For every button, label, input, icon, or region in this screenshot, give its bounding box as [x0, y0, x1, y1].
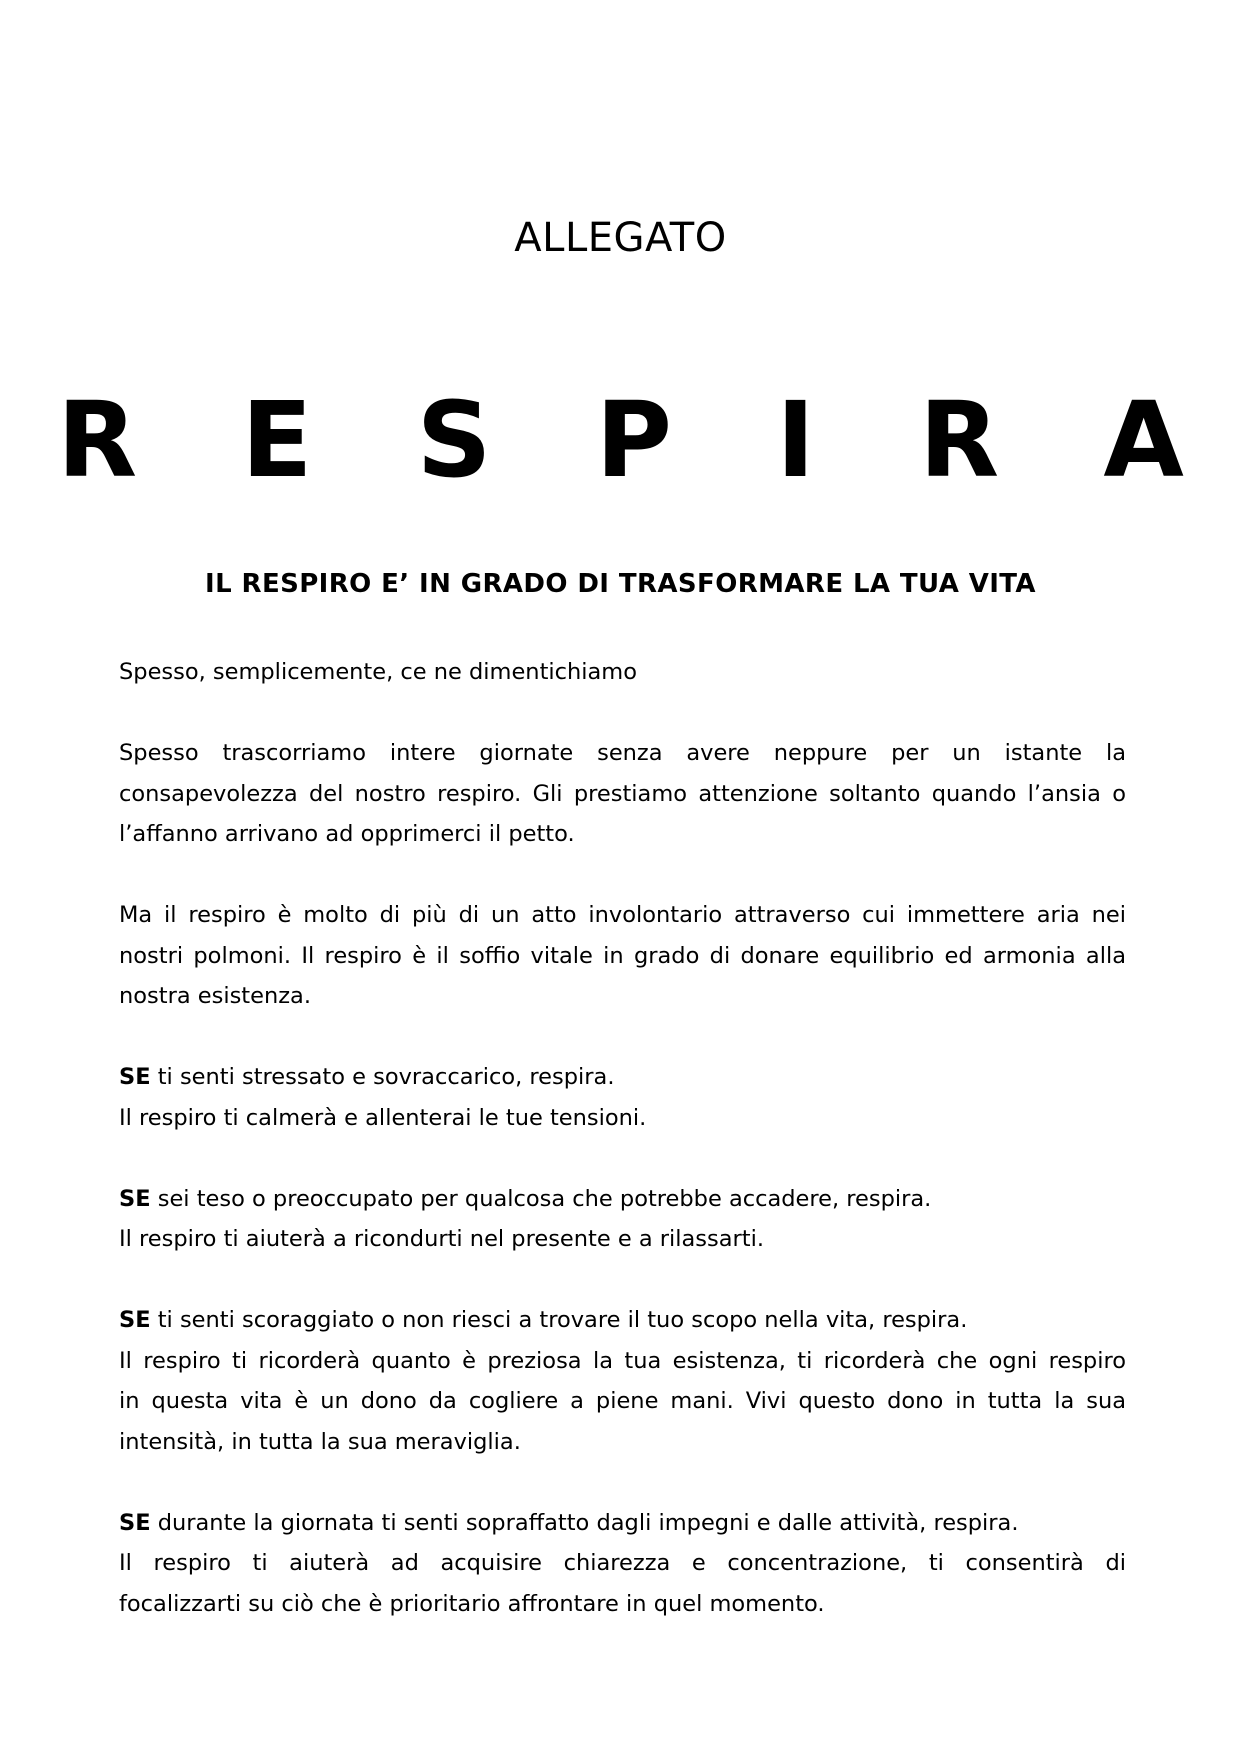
- paragraph-vital-breath: [119, 895, 1126, 1017]
- se-keyword: SE: [119, 1307, 151, 1333]
- se-response-line: Il respiro ti ricorderà quanto è preziosa la tua esistenza, ti ricorderà che ogni respiro: [119, 1347, 1126, 1374]
- se-condition-text: durante la giornata ti senti sopraffatto dagli impegni e dalle attività, respira.: [150, 1509, 1019, 1536]
- paragraph-line: nostra esistenza.: [119, 983, 311, 1009]
- se-block-discouraged: [119, 1300, 1126, 1462]
- intro-line: Spesso, semplicemente, ce ne dimentichiamo: [119, 659, 637, 685]
- se-block-worry: [119, 1179, 1126, 1260]
- se-keyword: SE: [119, 1185, 151, 1212]
- paragraph-line: Ma il respiro è molto di più di un atto involontario attraverso cui immettere aria nei: [119, 902, 1126, 928]
- se-response-line: Il respiro ti aiuterà ad acquisire chiarezza e concentrazione, ti consentirà di: [119, 1550, 1126, 1576]
- se-condition-text: ti senti scoraggiato o non riesci a trovare il tuo scopo nella vita, respira.: [150, 1307, 968, 1333]
- paragraph-awareness: [119, 733, 1126, 855]
- se-condition-line: [119, 1179, 1126, 1220]
- se-condition-line: [119, 1503, 1126, 1544]
- se-response-line: intensità, in tutta la sua meraviglia.: [119, 1428, 521, 1455]
- document-body: [119, 652, 1126, 1665]
- se-condition-text: ti senti stressato e sovraccarico, respira.: [150, 1064, 615, 1090]
- se-condition-line: [119, 1300, 1126, 1341]
- allegato-label: ALLEGATO: [514, 215, 727, 261]
- se-block-overwhelmed: [119, 1503, 1126, 1625]
- document-subtitle: IL RESPIRO E’ IN GRADO DI TRASFORMARE LA TUA VITA: [205, 569, 1036, 599]
- paragraph-line: l’affanno arrivano ad opprimerci il petto.: [119, 821, 575, 847]
- se-response-line: focalizzarti su ciò che è prioritario affrontare in quel momento.: [119, 1590, 825, 1617]
- paragraph-line: Spesso trascorriamo intere giornate senza avere neppure per un istante la: [119, 740, 1126, 766]
- se-response-line: Il respiro ti calmerà e allenterai le tue tensioni.: [119, 1104, 647, 1131]
- se-condition-text: sei teso o preoccupato per qualcosa che potrebbe accadere, respira.: [157, 1185, 932, 1212]
- document-title: R E S P I R A: [57, 379, 1218, 501]
- se-keyword: SE: [119, 1509, 151, 1536]
- se-keyword: SE: [119, 1064, 151, 1090]
- paragraph-line: consapevolezza del nostro respiro. Gli prestiamo attenzione soltanto quando l’ansia o: [119, 780, 1126, 807]
- paragraph-line: nostri polmoni. Il respiro è il soffio vitale in grado di donare equilibrio ed armonia alla: [119, 942, 1126, 969]
- se-condition-line: [119, 1057, 1126, 1098]
- intro-paragraph: [119, 652, 1126, 693]
- se-block-stress: [119, 1057, 1126, 1138]
- se-response-line: in questa vita è un dono da cogliere a piene mani. Vivi questo dono in tutta la sua: [119, 1388, 1126, 1414]
- se-response-line: Il respiro ti aiuterà a ricondurti nel presente e a rilassarti.: [119, 1226, 765, 1252]
